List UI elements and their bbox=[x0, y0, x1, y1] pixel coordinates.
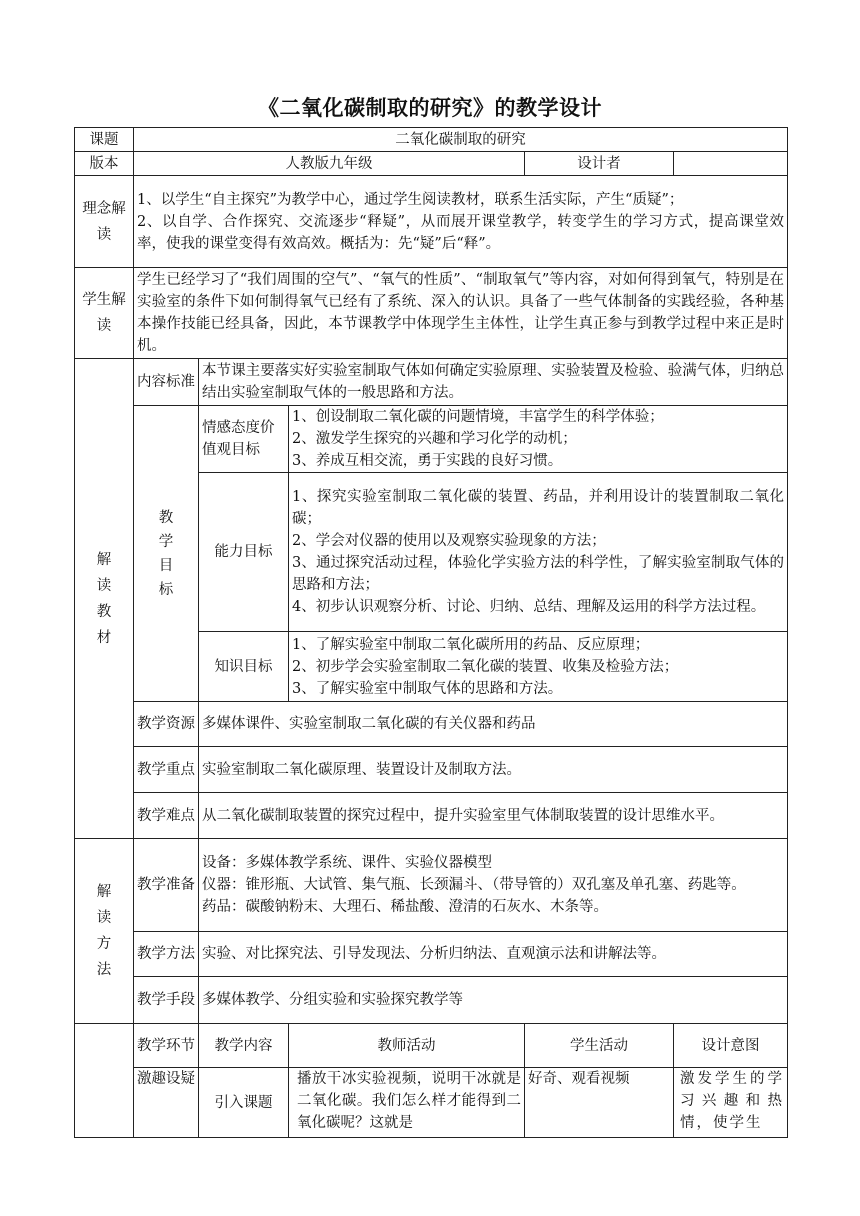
edition-label: 版本 bbox=[75, 152, 134, 176]
topic-value: 二氧化碳制取的研究 bbox=[134, 128, 788, 152]
resources-row bbox=[75, 702, 788, 747]
philosophy-text bbox=[134, 176, 788, 268]
process-header-content: 教学内容 bbox=[199, 1024, 289, 1068]
knowledge-goal-item: 1、了解实验室中制取二氧化碳所用的药品、反应原理； bbox=[292, 636, 650, 653]
goals-label: 教学目标 bbox=[158, 509, 174, 598]
preparation-line: 药品：碳酸钠粉末、大理石、稀盐酸、澄清的石灰水、木条等。 bbox=[202, 899, 608, 915]
topic-label: 课题 bbox=[75, 128, 134, 152]
preparation-list bbox=[199, 839, 788, 932]
key-points-row bbox=[75, 747, 788, 793]
process-stage: 激趣设疑 bbox=[134, 1068, 199, 1138]
knowledge-goal-list bbox=[289, 632, 788, 702]
content-standard-label: 内容标准 bbox=[134, 359, 199, 406]
difficulties-label: 教学难点 bbox=[134, 793, 199, 839]
document-title: 《二氧化碳制取的研究》的教学设计 bbox=[258, 96, 602, 120]
resources-text: 多媒体课件、实验室制取二氧化碳的有关仪器和药品 bbox=[199, 702, 788, 747]
designer-label: 设计者 bbox=[525, 152, 674, 176]
students-label: 学生解读 bbox=[75, 268, 134, 359]
means-text: 多媒体教学、分组实验和实验探究教学等 bbox=[199, 977, 788, 1024]
students-row bbox=[75, 268, 788, 359]
philosophy-line-2: 2、以自学、合作探究、交流逐步“释疑”，从而展开课堂教学，转变学生的学习方式，提高课堂效率，使我的课堂变得有效高效。概括为：先“疑”后“释”。 bbox=[137, 213, 785, 252]
edition-value: 人教版九年级 bbox=[134, 152, 525, 176]
key-points-text: 实验室制取二氧化碳原理、装置设计及制取方法。 bbox=[199, 747, 788, 793]
methods-section-label bbox=[75, 839, 134, 1024]
ability-goal-item: 4、初步认识观察分析、讨论、归纳、总结、理解及运用的科学方法过程。 bbox=[292, 599, 766, 615]
emotion-goal-list bbox=[289, 406, 788, 473]
knowledge-goal-item: 3、了解实验室中制取气体的思路和方法。 bbox=[292, 680, 563, 697]
emotion-goal-item: 3、养成互相交流，勇于实践的良好习惯。 bbox=[292, 453, 563, 469]
textbook-section-label bbox=[75, 359, 134, 839]
process-header-intent: 设计意图 bbox=[674, 1024, 788, 1068]
process-row bbox=[75, 1068, 788, 1138]
preparation-label: 教学准备 bbox=[134, 839, 199, 932]
process-student-activity: 好奇、观看视频 bbox=[525, 1068, 674, 1138]
ability-goal-list bbox=[289, 473, 788, 632]
process-teacher-activity: 播放干冰实验视频，说明干冰就是二氧化碳。我们怎么样才能得到二氧化碳呢？这就是 bbox=[289, 1068, 525, 1138]
process-header-student: 学生活动 bbox=[525, 1024, 674, 1068]
process-header-row bbox=[75, 1024, 788, 1068]
emotion-goal-item: 2、激发学生探究的兴趣和学习化学的动机； bbox=[292, 431, 577, 447]
preparation-line: 仪器：锥形瓶、大试管、集气瓶、长颈漏斗、（带导管的）双孔塞及单孔塞、药匙等。 bbox=[202, 877, 746, 893]
students-text: 学生已经学习了“我们周围的空气”、“氧气的性质”、“制取氧气”等内容，对如何得到氧气，特别是在实验室的条件下如何制得氧气已经有了系统、深入的认识。具备了一些气体制备的实践经验，各种基本操作技能已经具备，因此，本节课教学中体现学生主体性，让学生真正参与到教学过程中来正是时机。 bbox=[134, 268, 788, 359]
process-header-stage: 教学环节 bbox=[134, 1024, 199, 1068]
method-row bbox=[75, 932, 788, 977]
goals-section bbox=[134, 406, 199, 702]
philosophy-line-1: 1、以学生“自主探究”为教学中心，通过学生阅读教材，联系生活实际，产生“质疑”； bbox=[137, 191, 684, 208]
preparation-line: 设备：多媒体教学系统、课件、实验仪器模型 bbox=[202, 855, 492, 871]
methods-label: 解读方法 bbox=[96, 884, 112, 978]
textbook-label: 解读教材 bbox=[96, 551, 112, 646]
emotion-goal-item: 1、创设制取二氧化碳的问题情境，丰富学生的科学体验； bbox=[292, 409, 664, 425]
knowledge-goal-label: 知识目标 bbox=[199, 632, 289, 702]
topic-row bbox=[75, 128, 788, 152]
preparation-row bbox=[75, 839, 788, 932]
difficulties-row bbox=[75, 793, 788, 839]
resources-label: 教学资源 bbox=[134, 702, 199, 747]
means-label: 教学手段 bbox=[134, 977, 199, 1024]
means-row bbox=[75, 977, 788, 1024]
lesson-plan-table bbox=[74, 127, 788, 1138]
process-section-label bbox=[75, 1024, 134, 1138]
knowledge-goal-item: 2、初步学会实验室制取二氧化碳的装置、收集及检验方法； bbox=[292, 658, 679, 675]
method-text: 实验、对比探究法、引导发现法、分析归纳法、直观演示法和讲解法等。 bbox=[199, 932, 788, 977]
difficulties-text: 从二氧化碳制取装置的探究过程中，提升实验室里气体制取装置的设计思维水平。 bbox=[199, 793, 788, 839]
content-standard-text: 本节课主要落实好实验室制取气体如何确定实验原理、实验装置及检验、验满气体，归纳总结出实验室制取气体的一般思路和方法。 bbox=[199, 359, 788, 406]
emotion-goal-label: 情感态度价值观目标 bbox=[199, 406, 289, 473]
designer-value bbox=[674, 152, 788, 176]
process-design-intent: 激发学生的学习兴趣和热情，使学生 bbox=[674, 1068, 788, 1138]
philosophy-label: 理念解读 bbox=[75, 176, 134, 268]
content-standard-row bbox=[75, 359, 788, 406]
ability-goal-item: 3、通过探究活动过程，体验化学实验方法的科学性，了解实验室制取气体的思路和方法； bbox=[292, 555, 785, 593]
ability-goal-label: 能力目标 bbox=[199, 473, 289, 632]
process-header-teacher: 教师活动 bbox=[289, 1024, 525, 1068]
ability-goal-item: 1、探究实验室制取二氧化碳的装置、药品，并利用设计的装置制取二氧化碳； bbox=[292, 489, 785, 527]
process-content: 引入课题 bbox=[199, 1068, 289, 1138]
philosophy-row bbox=[75, 176, 788, 268]
ability-goal-item: 2、学会对仪器的使用以及观察实验现象的方法； bbox=[292, 533, 606, 549]
emotion-goal-row bbox=[75, 406, 788, 473]
edition-row bbox=[75, 152, 788, 176]
key-points-label: 教学重点 bbox=[134, 747, 199, 793]
method-label: 教学方法 bbox=[134, 932, 199, 977]
